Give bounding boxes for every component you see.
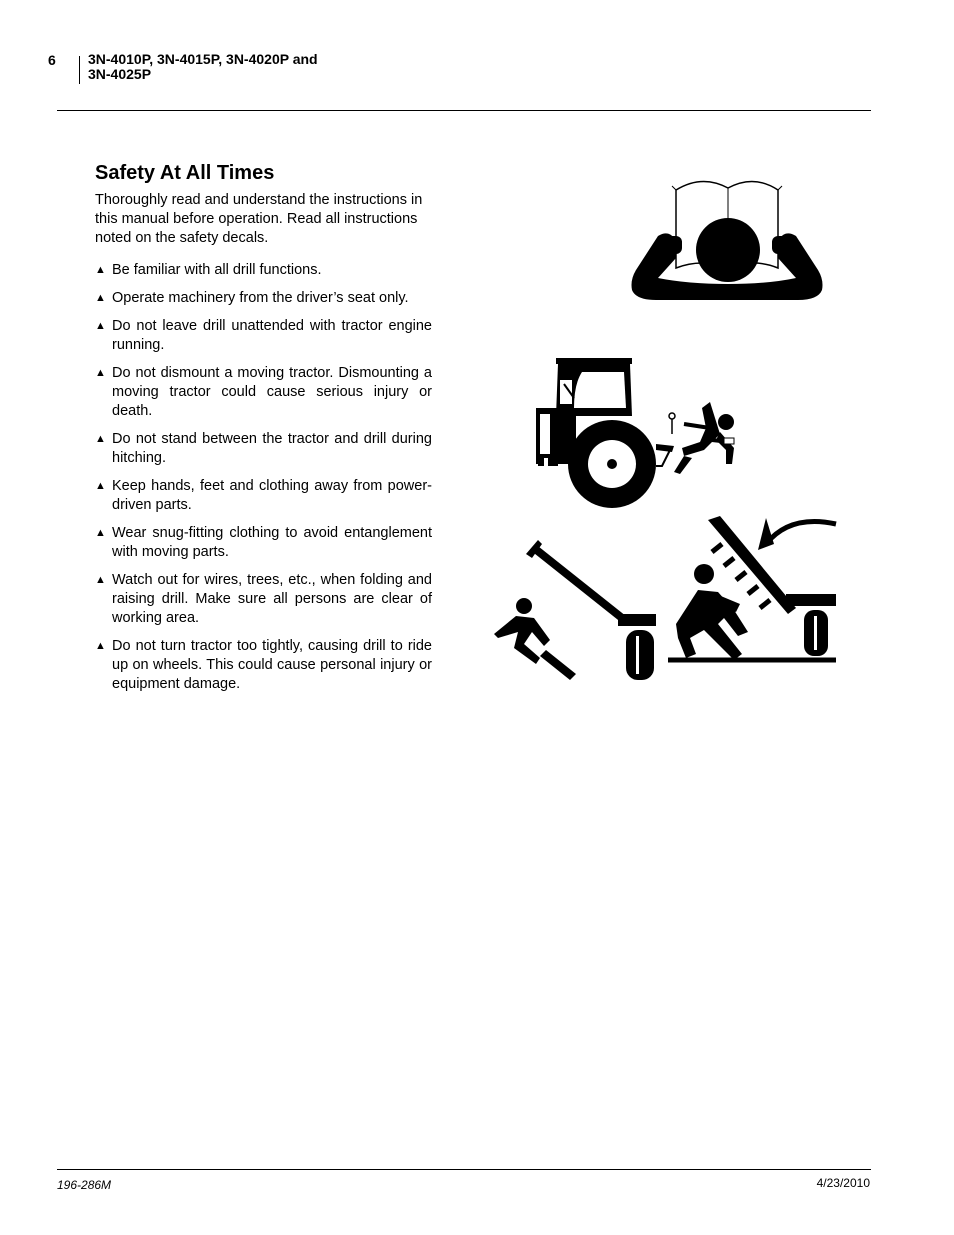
bullet-triangle-icon: ▲ <box>95 264 106 276</box>
bullet-text: Do not stand between the tractor and drill during hitching. <box>112 431 432 466</box>
footer-rule <box>57 1169 871 1170</box>
list-item <box>95 637 432 694</box>
list-item <box>95 430 432 468</box>
bullet-triangle-icon: ▲ <box>95 480 106 492</box>
document-title <box>88 52 318 82</box>
header-divider <box>79 56 80 84</box>
list-item <box>95 524 432 562</box>
bullet-text: Be familiar with all drill functions. <box>112 262 322 278</box>
section-title: Safety At All Times <box>95 162 275 184</box>
page-number: 6 <box>48 52 56 68</box>
tractor-dismount-hazard-icon <box>534 354 742 510</box>
bullet-text: Wear snug-fitting clothing to avoid entanglement with moving parts. <box>112 525 432 560</box>
bullet-triangle-icon: ▲ <box>95 527 106 539</box>
bullet-text: Watch out for wires, trees, etc., when folding and raising drill. Make sure all persons are clear of working area. <box>112 572 432 626</box>
list-item <box>95 317 432 355</box>
bullet-text: Do not leave drill unattended with tractor engine running. <box>112 318 432 353</box>
bullet-triangle-icon: ▲ <box>95 574 106 586</box>
bullet-text: Do not turn tractor too tightly, causing drill to ride up on wheels. This could cause personal injury or equipment damage. <box>112 638 432 692</box>
bullet-triangle-icon: ▲ <box>95 292 106 304</box>
person-reading-manual-icon <box>628 172 826 304</box>
list-item <box>95 571 432 628</box>
folding-drill-hazard-icon <box>490 514 838 684</box>
bullet-triangle-icon: ▲ <box>95 640 106 652</box>
list-item <box>95 261 432 280</box>
revision-date: 4/23/2010 <box>816 1176 870 1190</box>
intro-paragraph: Thoroughly read and understand the instructions in this manual before operation. Read all instructions noted on the safety decals. <box>95 192 423 246</box>
document-title-line-1: 3N-4010P, 3N-4015P, 3N-4020P and <box>88 51 318 67</box>
bullet-triangle-icon: ▲ <box>95 433 106 445</box>
list-item <box>95 477 432 515</box>
document-number: 196-286M <box>57 1178 112 1192</box>
bullet-text: Operate machinery from the driver’s seat only. <box>112 290 409 306</box>
bullet-triangle-icon: ▲ <box>95 367 106 379</box>
list-item <box>95 364 432 421</box>
list-item <box>95 289 432 308</box>
bullet-triangle-icon: ▲ <box>95 320 106 332</box>
bullet-text: Keep hands, feet and clothing away from power-driven parts. <box>112 478 432 513</box>
header-rule <box>57 110 871 111</box>
safety-bullet-list <box>95 261 432 703</box>
document-title-line-2: 3N-4025P <box>88 66 152 82</box>
bullet-text: Do not dismount a moving tractor. Dismounting a moving tractor could cause serious injury or death. <box>112 365 432 419</box>
